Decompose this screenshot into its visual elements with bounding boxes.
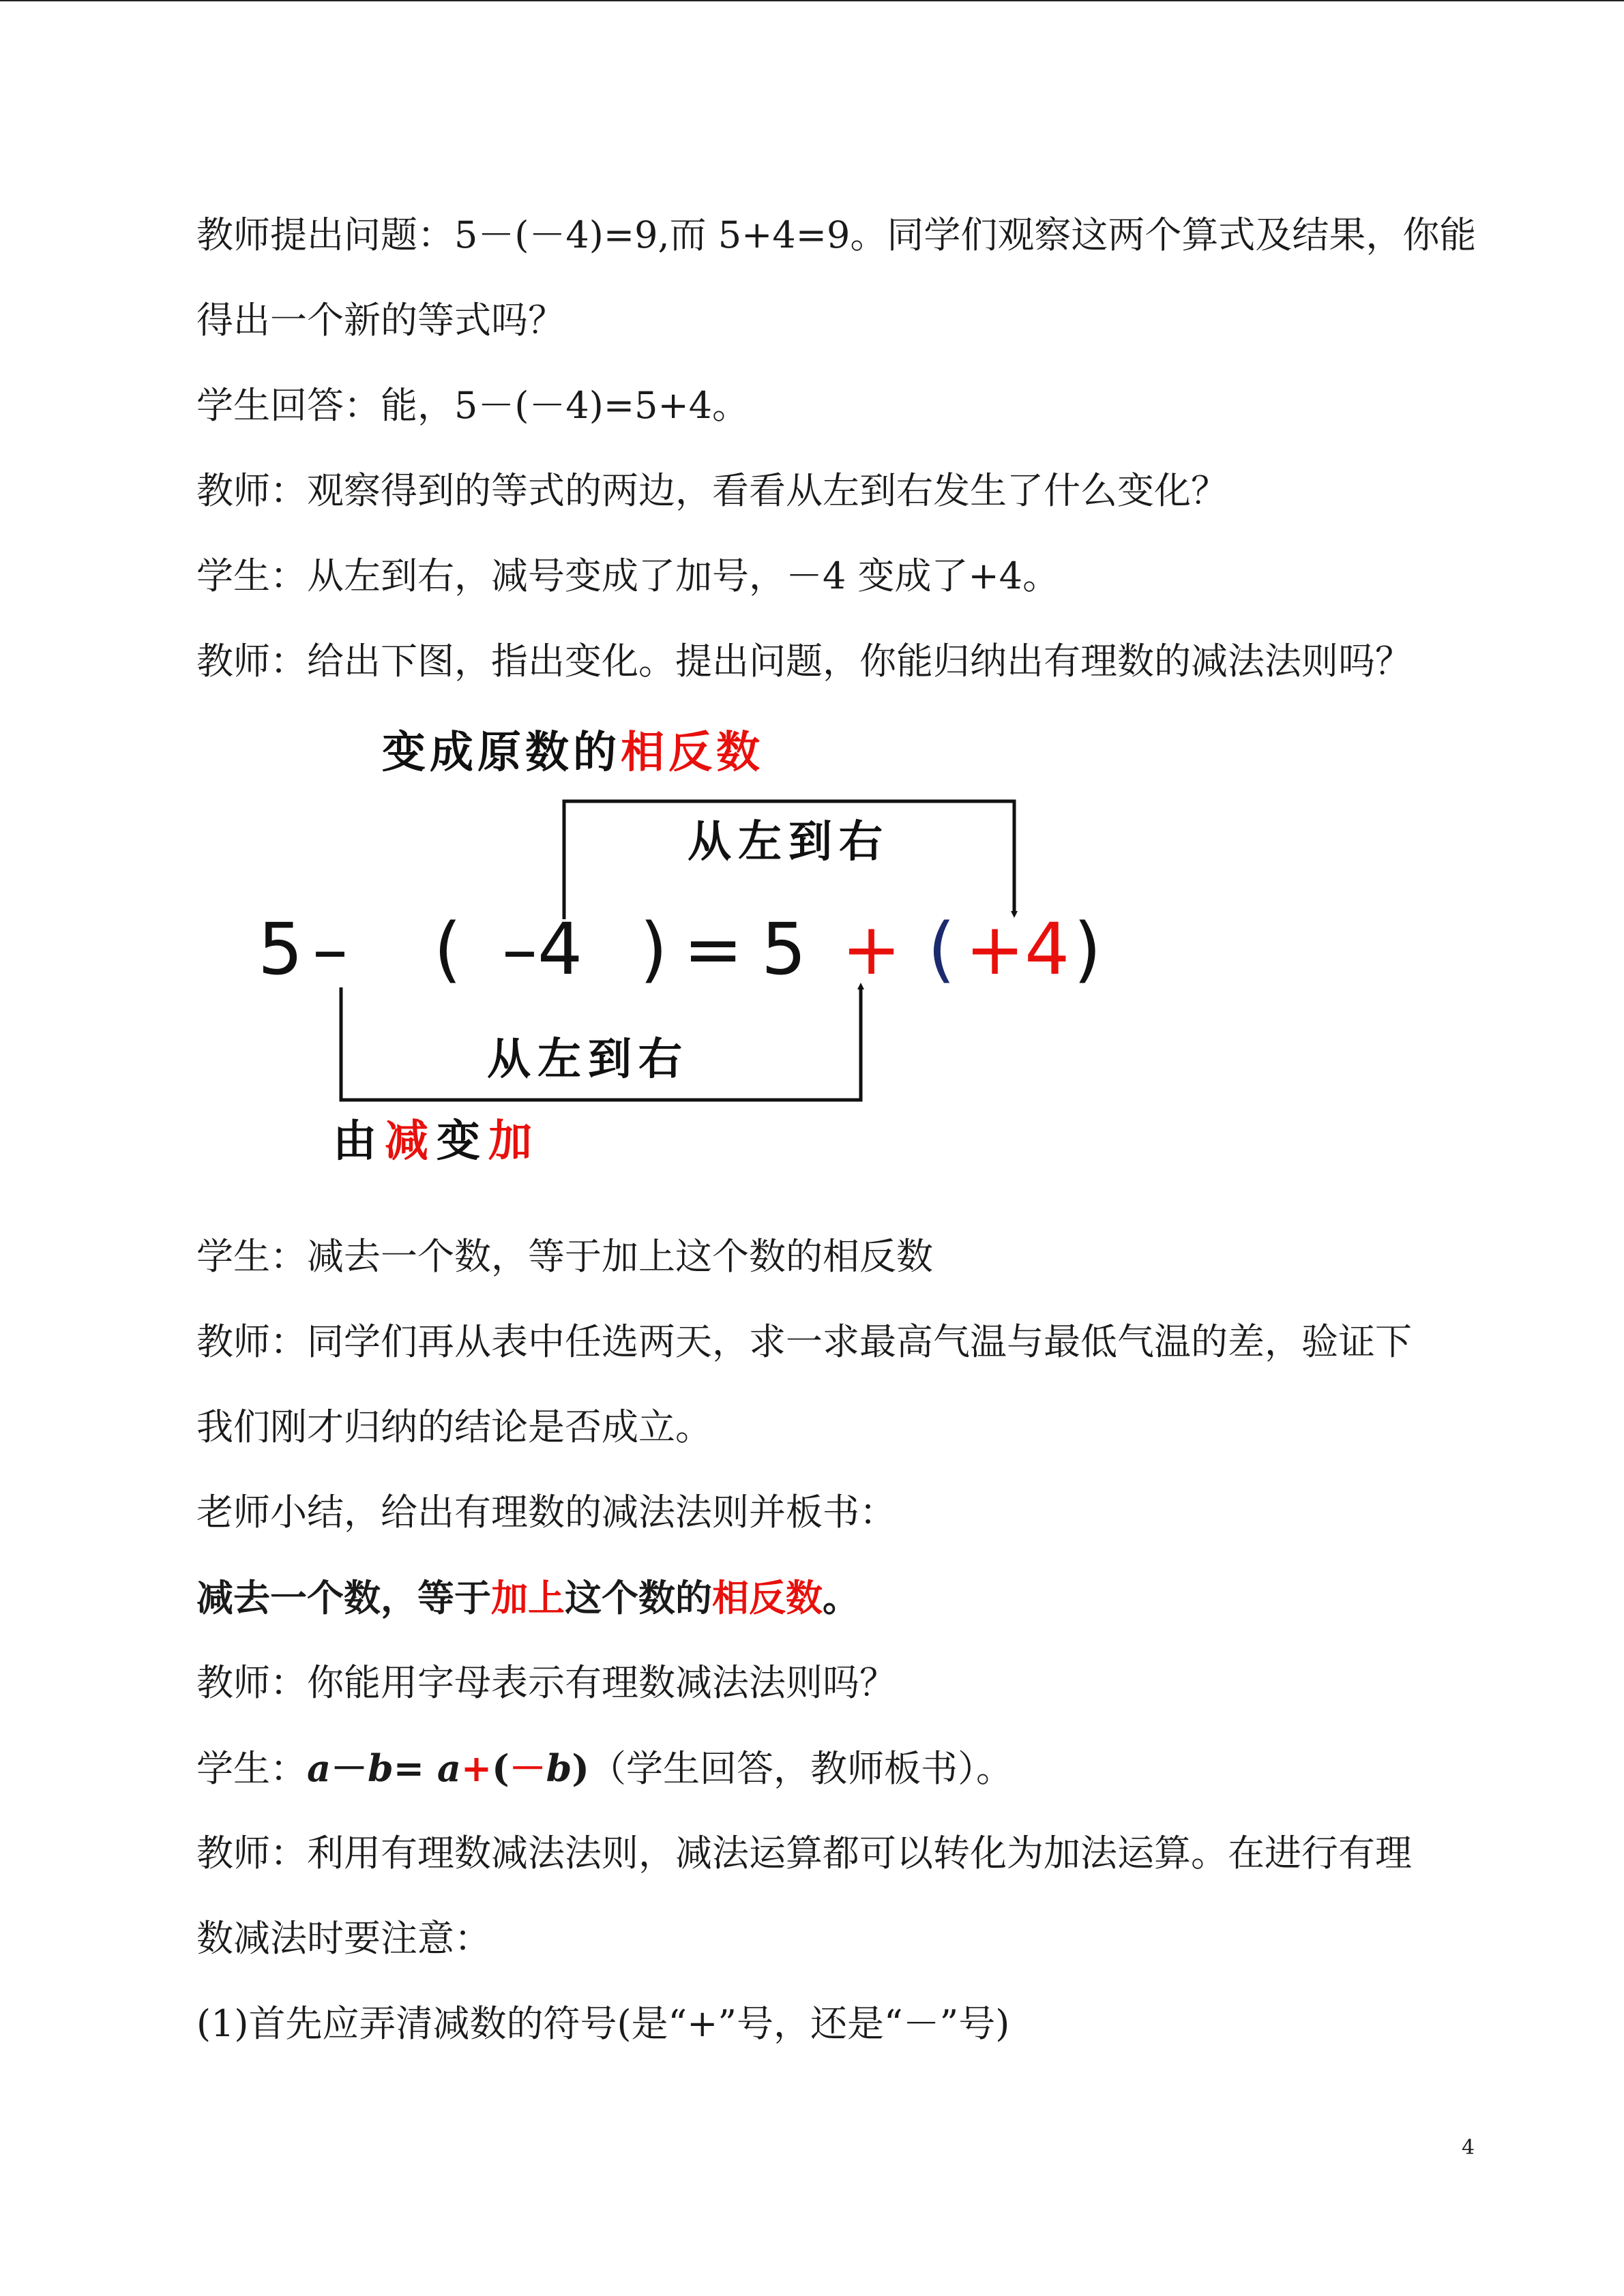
paragraph-teacher-question-cont: 得出一个新的等式吗？ <box>196 299 565 342</box>
paragraph-summary: 老师小结，给出有理数的减法法则并板书： <box>196 1491 896 1534</box>
rule-opposite: 相反数 <box>712 1576 823 1620</box>
formula-rparen: ) <box>572 1746 589 1790</box>
top-label <box>382 728 764 778</box>
formula-b2: b <box>546 1746 572 1790</box>
lower-arrow-label: 从左到右 <box>487 1034 689 1085</box>
formula-minus: － <box>331 1746 368 1790</box>
bottom-label-bian: 变 <box>437 1116 488 1167</box>
paragraph-teacher-observe: 教师：观察得到的等式的两边，看看从左到右发生了什么变化？ <box>196 469 1228 512</box>
formula-neg: － <box>509 1746 546 1790</box>
eq-lparen2: ( <box>928 908 956 991</box>
bottom-label-you: 由 <box>333 1116 385 1167</box>
top-label-black: 变成原数的 <box>382 728 621 778</box>
paragraph-formula <box>196 1744 1013 1792</box>
eq-rparen2: ) <box>1074 908 1102 991</box>
eq-minus: – <box>312 908 348 991</box>
subtraction-rule-statement <box>196 1574 859 1622</box>
rule-part1: 减去一个数，等于 <box>196 1576 491 1620</box>
paragraph-teacher-question: 教师提出问题：5－(－4)=9,而 5+4=9。同学们观察这两个算式及结果，你能 <box>196 213 1477 256</box>
bottom-label <box>333 1116 540 1167</box>
paragraph-teacher-verify-cont: 我们刚才归纳的结论是否成立。 <box>196 1405 712 1448</box>
eq-equals: = <box>683 908 743 991</box>
paragraph-student-observe: 学生：从左到右，减号变成了加号，－4 变成了+4。 <box>196 554 1060 597</box>
formula-suffix: （学生回答，教师板书）。 <box>589 1747 1013 1790</box>
rule-part3: 这个数的 <box>565 1576 712 1620</box>
paragraph-student-answer: 学生回答：能，5－(－4)=5+4。 <box>196 384 750 427</box>
eq-five-left: 5 <box>258 908 304 991</box>
eq-plus: + <box>842 908 902 991</box>
rule-add: 加上 <box>491 1576 565 1620</box>
bottom-label-jian: 减 <box>385 1116 437 1167</box>
paragraph-teacher-verify: 教师：同学们再从表中任选两天，求一求最高气温与最低气温的差，验证下 <box>196 1320 1412 1363</box>
upper-arrow-label: 从左到右 <box>688 817 889 867</box>
top-label-red: 相反数 <box>621 728 764 778</box>
formula-plus: + <box>460 1746 492 1790</box>
paragraph-teacher-diagram: 教师：给出下图，指出变化。提出问题，你能归纳出有理数的减法法则吗？ <box>196 640 1412 683</box>
paragraph-teacher-convert: 教师：利用有理数减法法则，减法运算都可以转化为加法运算。在进行有理 <box>196 1832 1412 1875</box>
rule-period: 。 <box>823 1576 859 1620</box>
eq-pos-four: +4 <box>965 908 1070 991</box>
formula-prefix: 学生： <box>196 1747 307 1790</box>
paragraph-note-1: (1)首先应弄清减数的符号(是“+”号，还是“－”号) <box>196 2002 1010 2045</box>
formula-lparen: ( <box>492 1746 510 1790</box>
diagram-equation <box>258 908 1102 991</box>
formula-a2: a <box>437 1746 461 1790</box>
subtraction-rule-diagram <box>225 721 1153 1185</box>
page-number: 4 <box>1462 2136 1475 2160</box>
top-rule <box>0 0 1624 1</box>
paragraph-teacher-letters: 教师：你能用字母表示有理数减法法则吗？ <box>196 1661 896 1704</box>
formula-eq: = <box>393 1746 437 1790</box>
formula-a1: a <box>307 1746 331 1790</box>
paragraph-student-rule: 学生：减去一个数，等于加上这个数的相反数 <box>196 1235 933 1278</box>
eq-rparen: ) <box>640 908 668 991</box>
eq-neg-four: –4 <box>502 908 583 991</box>
eq-lparen: ( <box>434 908 462 991</box>
formula-b1: b <box>368 1746 394 1790</box>
bottom-label-jia: 加 <box>488 1116 540 1167</box>
eq-five-right: 5 <box>761 908 807 991</box>
paragraph-teacher-convert-cont: 数减法时要注意： <box>196 1917 491 1960</box>
